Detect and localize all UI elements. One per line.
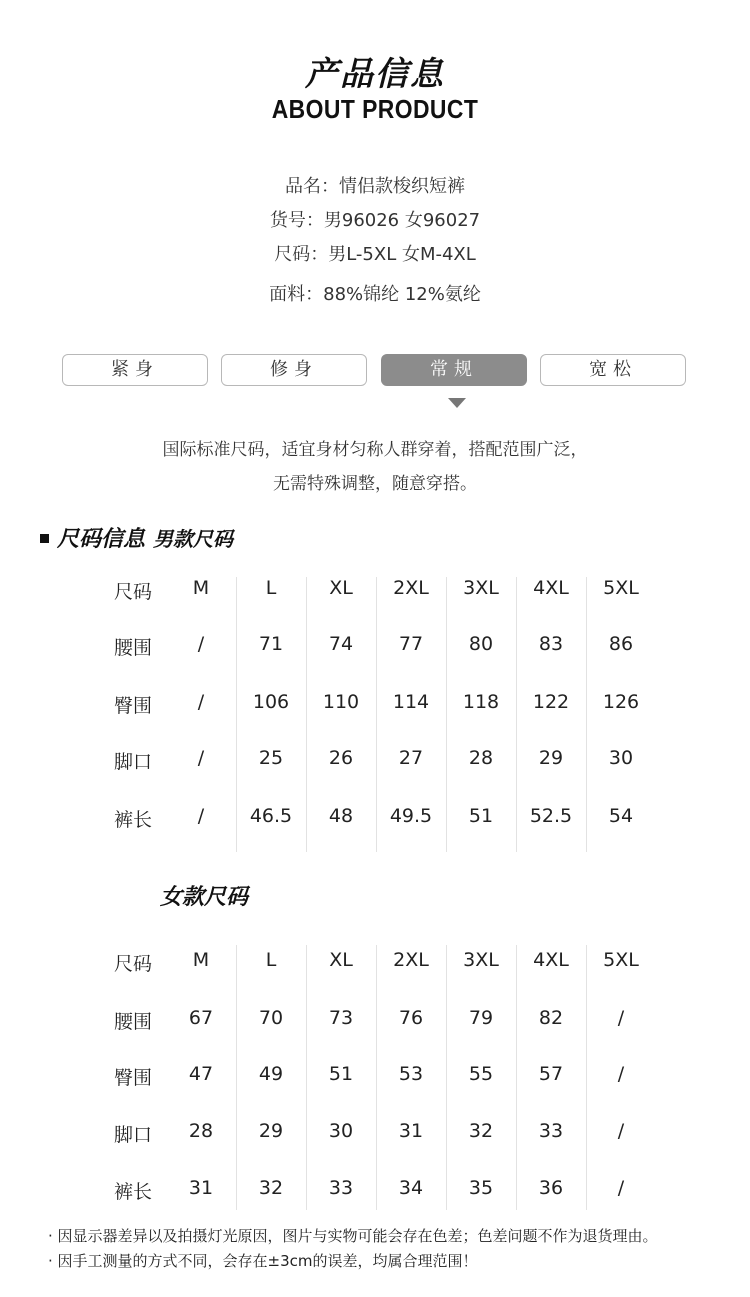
size-header-cell: 3XL bbox=[463, 949, 499, 971]
product-fabric: 面料：88%锦纶 12%氨纶 bbox=[269, 284, 481, 305]
measurement-cell: 30 bbox=[608, 747, 634, 769]
measurement-label: 臀围 bbox=[113, 1067, 152, 1089]
measurement-cell: 54 bbox=[608, 805, 634, 827]
measurement-cell: 53 bbox=[398, 1063, 424, 1085]
measurement-cell: / bbox=[197, 633, 205, 655]
measurement-cell: 122 bbox=[532, 691, 570, 713]
measurement-cell: 30 bbox=[328, 1120, 354, 1142]
measurement-cell: 71 bbox=[258, 633, 284, 655]
measurement-cell: 34 bbox=[398, 1177, 424, 1199]
measurement-cell: 33 bbox=[328, 1177, 354, 1199]
measurement-cell: 74 bbox=[328, 633, 354, 655]
page-title: 产品信息 bbox=[305, 54, 445, 93]
measurement-cell: 33 bbox=[538, 1120, 564, 1142]
measurement-cell: 26 bbox=[328, 747, 354, 769]
size-info-title: 尺码信息 bbox=[57, 527, 146, 552]
measurement-label: 腰围 bbox=[113, 637, 152, 659]
fit-description-line2: 无需特殊调整，随意穿搭。 bbox=[273, 474, 477, 494]
measurement-cell: 80 bbox=[468, 633, 494, 655]
measurement-cell: 28 bbox=[188, 1120, 214, 1142]
measurement-cell: 70 bbox=[258, 1007, 284, 1029]
size-header-cell: 5XL bbox=[603, 577, 639, 599]
measurement-cell: 51 bbox=[328, 1063, 354, 1085]
size-header-cell: L bbox=[265, 949, 277, 971]
size-header-cell: 4XL bbox=[533, 577, 569, 599]
fit-option-tight[interactable]: 紧身 bbox=[62, 354, 208, 386]
measurement-label: 脚口 bbox=[113, 751, 152, 773]
note-measurement-error: · 因手工测量的方式不同，会存在±3cm的误差，均属合理范围！ bbox=[48, 1252, 478, 1270]
measurement-cell: 82 bbox=[538, 1007, 564, 1029]
measurement-cell: 67 bbox=[188, 1007, 214, 1029]
measurement-cell: 83 bbox=[538, 633, 564, 655]
measurement-cell: 48 bbox=[328, 805, 354, 827]
fit-option-loose[interactable]: 宽松 bbox=[540, 354, 686, 386]
measurement-cell: 118 bbox=[462, 691, 500, 713]
men-size-title: 男款尺码 bbox=[153, 527, 234, 551]
measurement-cell: / bbox=[617, 1007, 625, 1029]
size-header-cell: 5XL bbox=[603, 949, 639, 971]
measurement-cell: / bbox=[617, 1063, 625, 1085]
measurement-label: 臀围 bbox=[113, 695, 152, 717]
measurement-cell: / bbox=[617, 1120, 625, 1142]
measurement-cell: / bbox=[197, 747, 205, 769]
size-header-label: 尺码 bbox=[113, 581, 152, 603]
measurement-cell: 32 bbox=[468, 1120, 494, 1142]
measurement-label: 腰围 bbox=[113, 1011, 152, 1033]
measurement-cell: 77 bbox=[398, 633, 424, 655]
product-name: 品名：情侣款梭织短裤 bbox=[285, 176, 465, 197]
size-header-cell: 3XL bbox=[463, 577, 499, 599]
size-header-cell: 2XL bbox=[393, 949, 429, 971]
measurement-cell: 79 bbox=[468, 1007, 494, 1029]
measurement-cell: 32 bbox=[258, 1177, 284, 1199]
measurement-cell: 73 bbox=[328, 1007, 354, 1029]
size-header-cell: M bbox=[192, 949, 210, 971]
size-header-cell: XL bbox=[329, 577, 353, 599]
size-header-cell: XL bbox=[329, 949, 353, 971]
measurement-cell: / bbox=[617, 1177, 625, 1199]
measurement-cell: / bbox=[197, 805, 205, 827]
measurement-cell: 25 bbox=[258, 747, 284, 769]
measurement-cell: 49.5 bbox=[389, 805, 433, 827]
product-item-no: 货号：男96026 女96027 bbox=[269, 210, 481, 231]
measurement-cell: 51 bbox=[468, 805, 494, 827]
measurement-cell: 35 bbox=[468, 1177, 494, 1199]
size-header-label: 尺码 bbox=[113, 953, 152, 975]
size-header-cell: 2XL bbox=[393, 577, 429, 599]
note-color-difference: · 因显示器差异以及拍摄灯光原因，图片与实物可能会存在色差；色差问题不作为退货理由。 bbox=[48, 1227, 658, 1245]
measurement-cell: 31 bbox=[188, 1177, 214, 1199]
measurement-cell: 114 bbox=[392, 691, 430, 713]
measurement-cell: 57 bbox=[538, 1063, 564, 1085]
measurement-cell: 55 bbox=[468, 1063, 494, 1085]
measurement-label: 裤长 bbox=[113, 1181, 152, 1203]
measurement-cell: 29 bbox=[538, 747, 564, 769]
measurement-cell: 110 bbox=[322, 691, 360, 713]
size-header-cell: L bbox=[265, 577, 277, 599]
page-subtitle: ABOUT PRODUCT bbox=[271, 94, 479, 124]
measurement-cell: 86 bbox=[608, 633, 634, 655]
size-header-cell: 4XL bbox=[533, 949, 569, 971]
measurement-cell: 31 bbox=[398, 1120, 424, 1142]
measurement-cell: / bbox=[197, 691, 205, 713]
measurement-cell: 76 bbox=[398, 1007, 424, 1029]
measurement-cell: 36 bbox=[538, 1177, 564, 1199]
fit-description-line1: 国际标准尺码，适宜身材匀称人群穿着，搭配范围广泛， bbox=[162, 440, 588, 460]
measurement-cell: 28 bbox=[468, 747, 494, 769]
measurement-cell: 46.5 bbox=[249, 805, 293, 827]
measurement-cell: 29 bbox=[258, 1120, 284, 1142]
measurement-cell: 126 bbox=[602, 691, 640, 713]
measurement-label: 脚口 bbox=[113, 1124, 152, 1146]
measurement-cell: 52.5 bbox=[529, 805, 573, 827]
measurement-cell: 49 bbox=[258, 1063, 284, 1085]
fit-option-regular[interactable]: 常规 bbox=[381, 354, 527, 386]
fit-option-slim[interactable]: 修身 bbox=[221, 354, 367, 386]
product-size-range: 尺码：男L-5XL 女M-4XL bbox=[274, 244, 476, 265]
measurement-cell: 106 bbox=[252, 691, 290, 713]
measurement-cell: 27 bbox=[398, 747, 424, 769]
size-header-cell: M bbox=[192, 577, 210, 599]
measurement-label: 裤长 bbox=[113, 809, 152, 831]
women-size-title: 女款尺码 bbox=[160, 885, 249, 910]
measurement-cell: 47 bbox=[188, 1063, 214, 1085]
